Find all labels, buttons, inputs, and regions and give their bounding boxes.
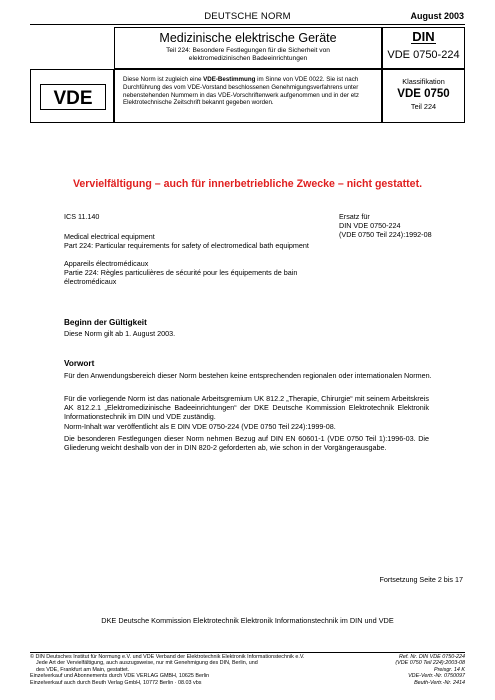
foreword-paragraph: Für die vorliegende Norm ist das nationale Arbeitsgremium UK 812.2 „Therapie, Chirurgie“ mit seinem Arbeitskreis AK 812.2.1 „Elektromedizinische Badeeinrichtungen“ der DKE Deutsche Kommission Elektrotechnik Elektronik Informationstechnik im DIN und VDE zuständig. — [64, 394, 429, 421]
vde-logo-cell — [30, 69, 114, 123]
footer-rule — [30, 652, 465, 653]
footer-ref-line: VDE-Vertr.-Nr. 0750097 — [408, 673, 465, 680]
english-title-line: Part 224: Particular requirements for safety of electromedical bath equipment — [64, 241, 309, 250]
subtitle-line: Teil 224: Besondere Festlegungen für die Sicherheit von — [166, 47, 330, 54]
english-title-line: Medical electrical equipment — [64, 232, 155, 241]
document-type: DEUTSCHE NORM — [204, 11, 291, 22]
french-title-line: électromédicaux — [64, 277, 117, 286]
din-cell — [382, 27, 465, 69]
continuation-note: Fortsetzung Seite 2 bis 17 — [379, 575, 463, 584]
dke-line: DKE Deutsche Kommission Elektrotechnik Elektronik Informationstechnik im DIN und VDE — [101, 616, 394, 625]
footer-line: des VDE, Frankfurt am Main, gestattet. — [36, 666, 130, 673]
footer-line: © DIN Deutsches Institut für Normung e.V. und VDE Verband der Elektrotechnik Elektronik Informationstechnik e.V. — [30, 654, 305, 660]
french-title — [64, 259, 304, 286]
replaces-block — [339, 212, 432, 239]
note-text: nebenstehenden Nummern in das VDE-Vorschriftenwerk aufgenommen und in der etz — [123, 91, 359, 99]
footer-line: Einzelverkauf und Abonnements durch VDE VERLAG GMBH, 10625 Berlin — [30, 673, 210, 680]
english-title — [64, 232, 309, 250]
title-cell — [114, 27, 382, 69]
note-text: Diese Norm ist zugleich eine — [123, 76, 204, 83]
foreword-heading: Vorwort — [64, 359, 95, 368]
footer-line: Einzelverkauf auch durch Beuth Verlag GmbH, 10772 Berlin · 08.03 vbs — [30, 679, 202, 686]
footer-ref-line: Preisgr. 14 K — [434, 666, 465, 673]
header-rule — [30, 24, 465, 25]
classification-label: Klassifikation — [402, 77, 445, 86]
validity-text: Diese Norm gilt ab 1. August 2003. — [64, 329, 176, 338]
svg-text:VDE: VDE — [53, 88, 93, 109]
din-number: VDE 0750-224 — [387, 49, 460, 61]
footer-ref-line: (VDE 0750 Teil 224):2003-08 — [395, 660, 465, 667]
classification-cell — [382, 69, 465, 123]
footer-ref-line: Beuth-Vertr.-Nr. 2414 — [414, 679, 465, 686]
note-text: im Sinne von VDE 0022. Sie ist nach — [255, 76, 359, 83]
replaces-line: (VDE 0750 Teil 224):1992-08 — [339, 230, 432, 239]
document-subtitle — [115, 47, 381, 63]
footer-references — [395, 654, 465, 686]
document-title: Medizinische elektrische Geräte — [159, 31, 337, 45]
vde-logo — [40, 84, 106, 110]
ics-code: ICS 11.140 — [64, 212, 100, 221]
french-title-line: Appareils électromédicaux — [64, 259, 149, 268]
french-title-line: Partie 224: Règles particulières de sécurité pour les équipements de bain — [64, 268, 298, 277]
note-text: Durchführung des vom VDE-Vorstand beschlossenen Genehmigungsverfahrens unter — [123, 83, 359, 91]
foreword-paragraph: Die besonderen Festlegungen dieser Norm nehmen Bezug auf DIN EN 60601-1 (VDE 0750 Teil 1):1996-03. Die Gliederung weicht deshalb von der in DIN 820-2 geforderten ab, wie schon in der Vorgängerausgabe. — [64, 434, 429, 452]
foreword-paragraph: Norm-Inhalt war veröffentlicht als E DIN VDE 0750-224 (VDE 0750 Teil 224):1999-08. — [64, 422, 336, 431]
classification-number: VDE 0750 — [397, 88, 450, 100]
copy-warning: Vervielfältigung – auch für innerbetriebliche Zwecke – nicht gestattet. — [72, 178, 423, 190]
vde-note — [114, 69, 382, 123]
replaces-line: Ersatz für — [339, 212, 370, 221]
replaces-line: DIN VDE 0750-224 — [339, 221, 401, 230]
note-text: Elektrotechnische Zeitschrift bekannt gegeben worden. — [123, 99, 274, 107]
footer-ref-line: Ref. Nr. DIN VDE 0750-224 — [398, 654, 465, 660]
issue-date: August 2003 — [410, 11, 464, 21]
footer-line: Jede Art der Vervielfältigung, auch auszugsweise, nur mit Genehmigung des DIN, Berlin, und — [36, 660, 258, 667]
validity-heading: Beginn der Gültigkeit — [64, 318, 147, 327]
note-bold: VDE-Bestimmung — [203, 76, 256, 83]
footer-copyright — [30, 654, 304, 686]
din-logo: DIN — [412, 29, 435, 44]
foreword-text: Für den Anwendungsbereich dieser Norm bestehen keine entsprechenden regionalen oder internationalen Normen. — [64, 371, 432, 380]
subtitle-line: elektromedizinischen Badeeinrichtungen — [188, 55, 308, 62]
classification-part: Teil 224 — [410, 102, 437, 111]
